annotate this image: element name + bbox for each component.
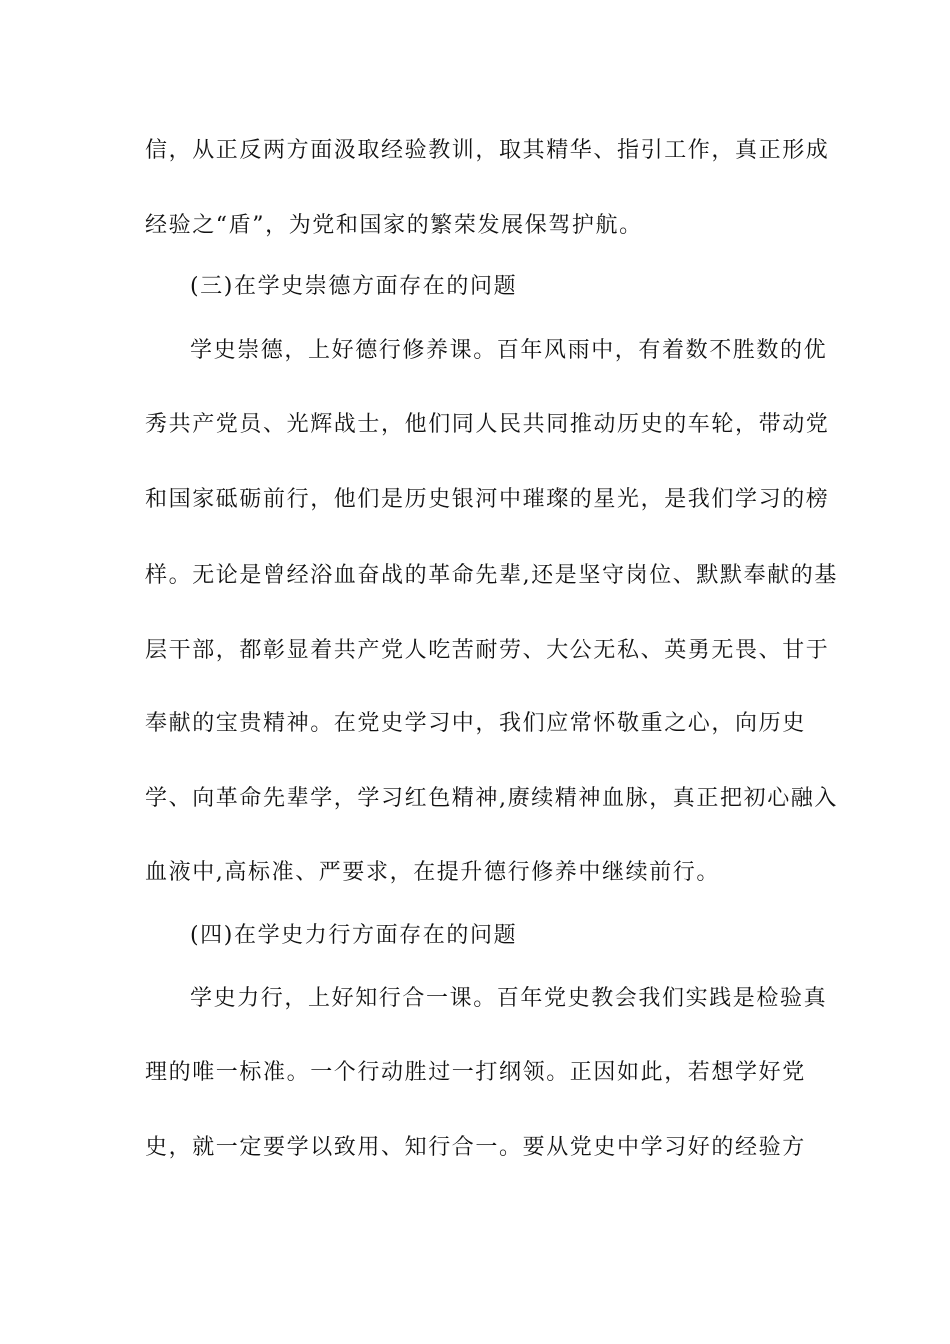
section-heading: (三)在学史崇德方面存在的问题 bbox=[190, 274, 518, 299]
paragraph-line: 学史力行，上好知行合一课。百年党史教会我们实践是检验真 bbox=[190, 986, 828, 1011]
paragraph-line: 理的唯一标准。一个行动胜过一打纲领。正因如此，若想学好党 bbox=[145, 1060, 806, 1085]
paragraph-line: 和国家砥砺前行，他们是历史银河中璀璨的星光，是我们学习的榜 bbox=[145, 487, 830, 512]
paragraph-line: 样。无论是曾经浴血奋战的革命先辈,还是坚守岗位、默默奉献的基 bbox=[145, 563, 838, 588]
paragraph-line: 血液中,高标准、严要求，在提升德行修养中继续前行。 bbox=[145, 860, 720, 885]
paragraph-line: 学、向革命先辈学，学习红色精神,赓续精神血脉，真正把初心融入 bbox=[145, 786, 838, 811]
paragraph-line: 经验之“盾”，为党和国家的繁荣发展保驾护航。 bbox=[145, 213, 643, 238]
paragraph-line: 信，从正反两方面汲取经验教训，取其精华、指引工作，真正形成 bbox=[145, 138, 830, 163]
paragraph-line: 秀共产党员、光辉战士，他们同人民共同推动历史的车轮，带动党 bbox=[145, 412, 830, 437]
paragraph-line: 史，就一定要学以致用、知行合一。要从党史中学习好的经验方 bbox=[145, 1135, 806, 1160]
section-heading: (四)在学史力行方面存在的问题 bbox=[190, 923, 518, 948]
paragraph-line: 奉献的宝贵精神。在党史学习中，我们应常怀敬重之心，向历史 bbox=[145, 711, 806, 736]
paragraph-line: 学史崇德，上好德行修养课。百年风雨中，有着数不胜数的优 bbox=[190, 338, 828, 363]
paragraph-line: 层干部，都彰显着共产党人吃苦耐劳、大公无私、英勇无畏、甘于 bbox=[145, 638, 830, 663]
